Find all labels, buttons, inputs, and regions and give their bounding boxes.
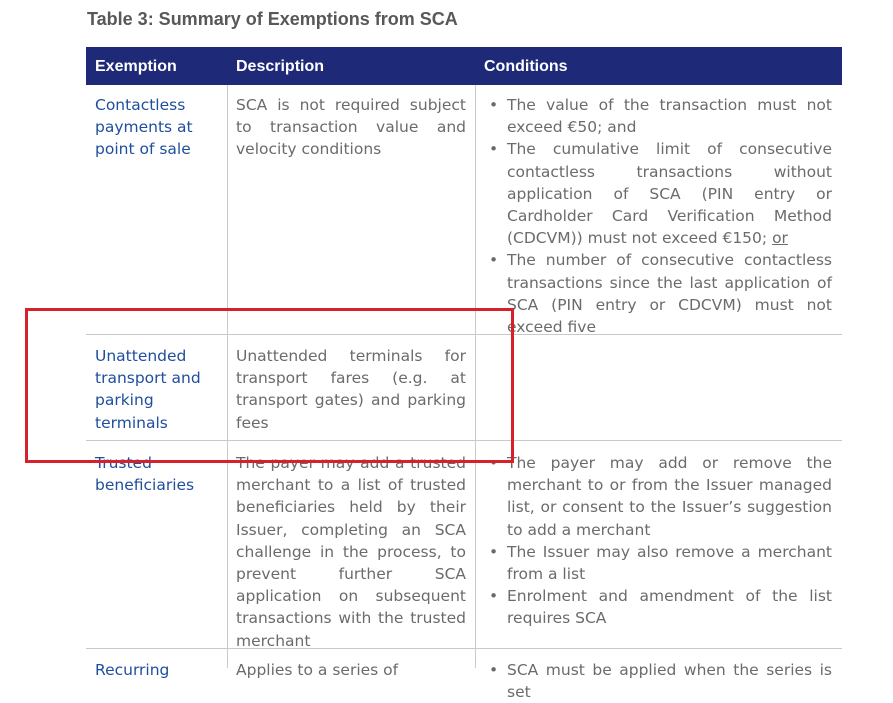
description-cell: Unattended terminals for transport fares (e.g. at transport gates) and parking fees <box>236 347 466 432</box>
description-cell: The payer may add a trusted merchant to a list of trusted beneficiaries held by their Issuer, completing an SCA challenge in the process, to prevent further SCA application on subsequent transactions with the trusted merchant <box>236 454 466 650</box>
condition-item: • Enrolment and amendment of the list requires SCA <box>487 585 832 629</box>
highlight-box <box>25 308 514 463</box>
exemption-cell: Recurring <box>95 661 170 679</box>
condition-item: • The value of the transaction must not exceed €50; and <box>487 94 832 138</box>
condition-connector: or <box>772 229 788 248</box>
exemption-cell: Trusted beneficiaries <box>95 454 195 495</box>
table-row <box>86 85 842 335</box>
description-cell: Applies to a series of <box>236 661 399 679</box>
conditions-cell <box>487 94 832 338</box>
condition-item: • SCA must be applied when the series is set <box>487 659 832 703</box>
table-caption: Table 3: Summary of Exemptions from SCA <box>87 9 458 29</box>
table-header <box>86 47 842 85</box>
conditions-cell <box>487 659 832 703</box>
exemption-cell: Contactless payments at point of sale <box>95 96 193 159</box>
condition-item: • The payer may add or remove the merchant to or from the Issuer managed list, or consent to the Issuer’s suggestion to add a merchant <box>487 452 832 541</box>
condition-text: The cumulative limit of consecutive contactless transactions without application of SCA (PIN entry or Cardholder Card Verification Method (CDCVM)) must not exceed €150; <box>507 140 832 248</box>
table-row <box>86 441 842 649</box>
description-cell: SCA is not required subject to transaction value and velocity conditions <box>236 96 466 159</box>
condition-item <box>487 138 832 249</box>
conditions-cell <box>487 452 832 630</box>
header-exemption: Exemption <box>95 58 177 75</box>
condition-item: • The number of consecutive contactless transactions since the last application of SCA (PIN entry or CDCVM) must not exceed five <box>487 249 832 338</box>
condition-item: • The Issuer may also remove a merchant from a list <box>487 541 832 585</box>
header-conditions: Conditions <box>484 58 568 75</box>
table-row <box>86 649 842 702</box>
exemption-cell: Unattended transport and parking terminals <box>95 347 201 432</box>
header-description: Description <box>236 58 325 75</box>
